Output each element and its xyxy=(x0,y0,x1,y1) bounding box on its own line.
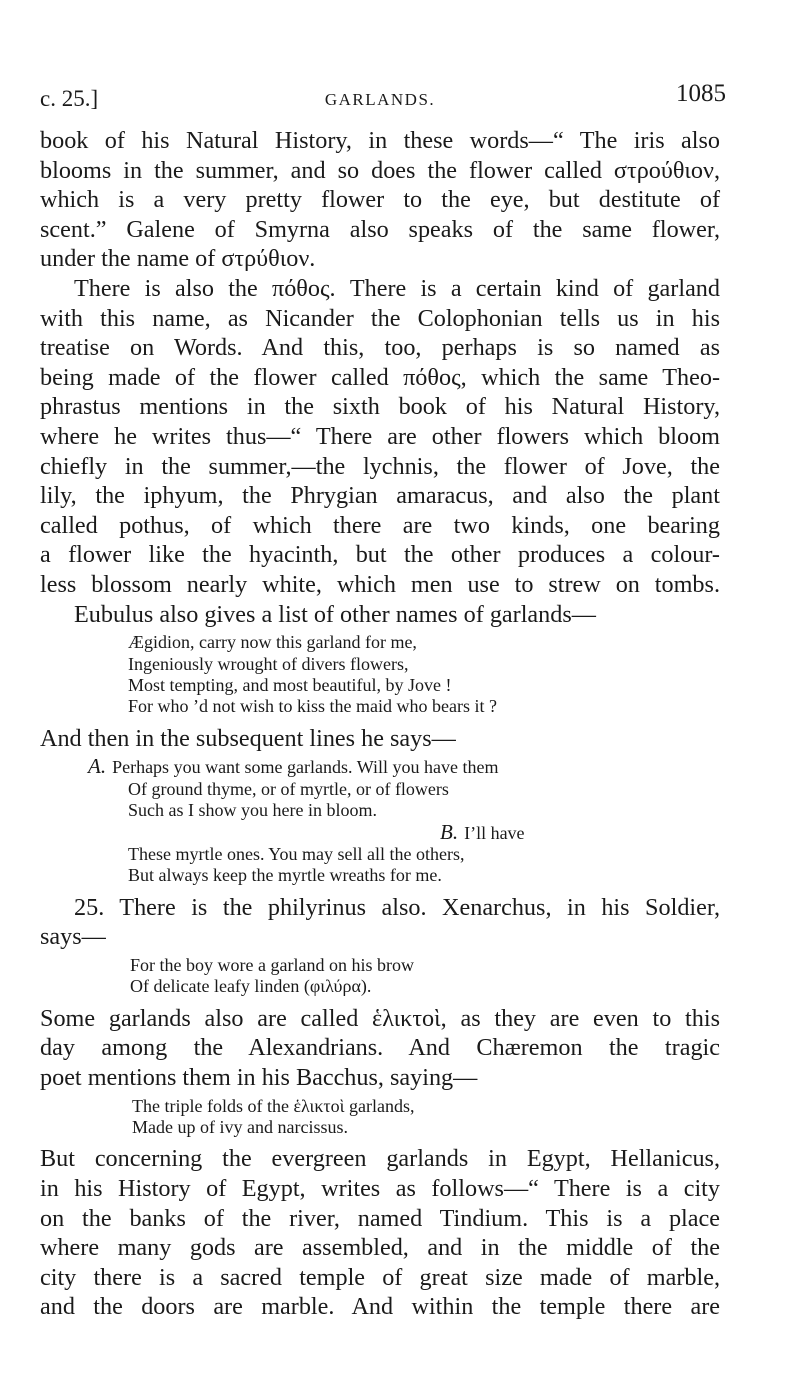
verse-line: Of delicate leafy linden (φιλύρα). xyxy=(130,976,372,997)
verse-aegidion xyxy=(40,632,720,718)
verse-line: Made up of ivy and narcissus. xyxy=(132,1116,348,1137)
verse-line xyxy=(40,819,720,844)
verse-line: Ingeniously wrought of divers flowers, xyxy=(128,653,409,674)
text-line: which is a very pretty flower to the eye, but destitute of xyxy=(40,186,720,214)
verse-line: These myrtle ones. You may sell all the others, xyxy=(128,843,465,864)
running-header xyxy=(40,80,726,116)
text-line: lily, the iphyum, the Phrygian amaracus, and also the plant xyxy=(40,482,720,510)
verse-line xyxy=(40,756,720,778)
text-line: called pothus, of which there are two kinds, one bearing xyxy=(40,511,720,539)
verse-text: I’ll have xyxy=(464,822,525,843)
speaker-a: A. xyxy=(88,754,107,779)
page-number: 1085 xyxy=(676,80,726,107)
text-line: and the doors are marble. And within the temple there are xyxy=(40,1293,720,1321)
text-line: There is also the πόθος. There is a certain kind of garland xyxy=(74,274,720,302)
verse-line: For the boy wore a garland on his brow xyxy=(130,954,414,975)
paragraph-pothos xyxy=(40,274,720,600)
text-line: where many gods are assembled, and in the middle of the xyxy=(40,1234,720,1262)
text-line: says— xyxy=(40,923,106,951)
text-line: chiefly in the summer,—the lychnis, the flower of Jove, the xyxy=(40,452,720,480)
speaker-b: B. xyxy=(440,819,459,844)
text-line: a flower like the hyacinth, but the other produces a colour- xyxy=(40,541,720,569)
section-ref: c. 25.] xyxy=(40,86,99,111)
text-line: less blossom nearly white, which men use to strew on tombs. xyxy=(40,570,720,598)
verse-line: The triple folds of the ἑλικτοὶ garlands, xyxy=(132,1095,415,1116)
paragraph-iris xyxy=(40,126,720,274)
text-line: under the name of στρύθιον. xyxy=(40,245,316,273)
paragraph-philyrinus xyxy=(40,893,720,952)
text-line: scent.” Galene of Smyrna also speaks of the same flower, xyxy=(40,215,720,243)
verse-line: Ægidion, carry now this garland for me, xyxy=(128,632,417,653)
text-line: phrastus mentions in the sixth book of his Natural History, xyxy=(40,393,720,421)
text-line: being made of the flower called πόθος, which the same Theo- xyxy=(40,363,720,391)
text-line: on the banks of the river, named Tindium. This is a place xyxy=(40,1204,720,1232)
running-title: GARLANDS. xyxy=(324,90,436,109)
paragraph-subsequent-lines: And then in the subsequent lines he says— xyxy=(40,724,456,752)
text-line: in his History of Egypt, writes as follows—“ There is a city xyxy=(40,1174,720,1202)
paragraph-eubulus: Eubulus also gives a list of other names of garlands— xyxy=(74,600,596,628)
verse-line: Of ground thyme, or of myrtle, or of flowers xyxy=(128,778,449,799)
text-line: blooms in the summer, and so does the flower called στρούθιον, xyxy=(40,156,720,184)
verse-line: For who ’d not wish to kiss the maid who bears it ? xyxy=(128,696,497,717)
text-line: poet mentions them in his Bacchus, saying— xyxy=(40,1063,478,1091)
verse-linden xyxy=(40,955,720,998)
text-line: where he writes thus—“ There are other flowers which bloom xyxy=(40,422,720,450)
verse-ivy xyxy=(40,1096,720,1139)
verse-text: Perhaps you want some garlands. Will you have them xyxy=(112,757,499,778)
text-line: with this name, as Nicander the Colophonian tells us in his xyxy=(40,304,720,332)
verse-line: Such as I show you here in bloom. xyxy=(128,800,377,821)
page-body xyxy=(40,126,720,1322)
text-line: day among the Alexandrians. And Chæremon the tragic xyxy=(40,1034,720,1062)
verse-line: Most tempting, and most beautiful, by Jove ! xyxy=(128,674,452,695)
paragraph-heliktoi xyxy=(40,1004,720,1093)
text-line: But concerning the evergreen garlands in Egypt, Hellanicus, xyxy=(40,1145,720,1173)
text-line: Some garlands also are called ἑλικτοὶ, as they are even to this xyxy=(40,1004,720,1032)
paragraph-egypt xyxy=(40,1144,720,1322)
verse-dialogue xyxy=(40,756,720,886)
text-line: treatise on Words. And this, too, perhaps is so named as xyxy=(40,334,720,362)
verse-line: But always keep the myrtle wreaths for me. xyxy=(128,865,442,886)
text-line: city there is a sacred temple of great size made of marble, xyxy=(40,1263,720,1291)
text-line: book of his Natural History, in these words—“ The iris also xyxy=(40,127,720,154)
text-line: 25. There is the philyrinus also. Xenarchus, in his Soldier, xyxy=(74,893,720,921)
